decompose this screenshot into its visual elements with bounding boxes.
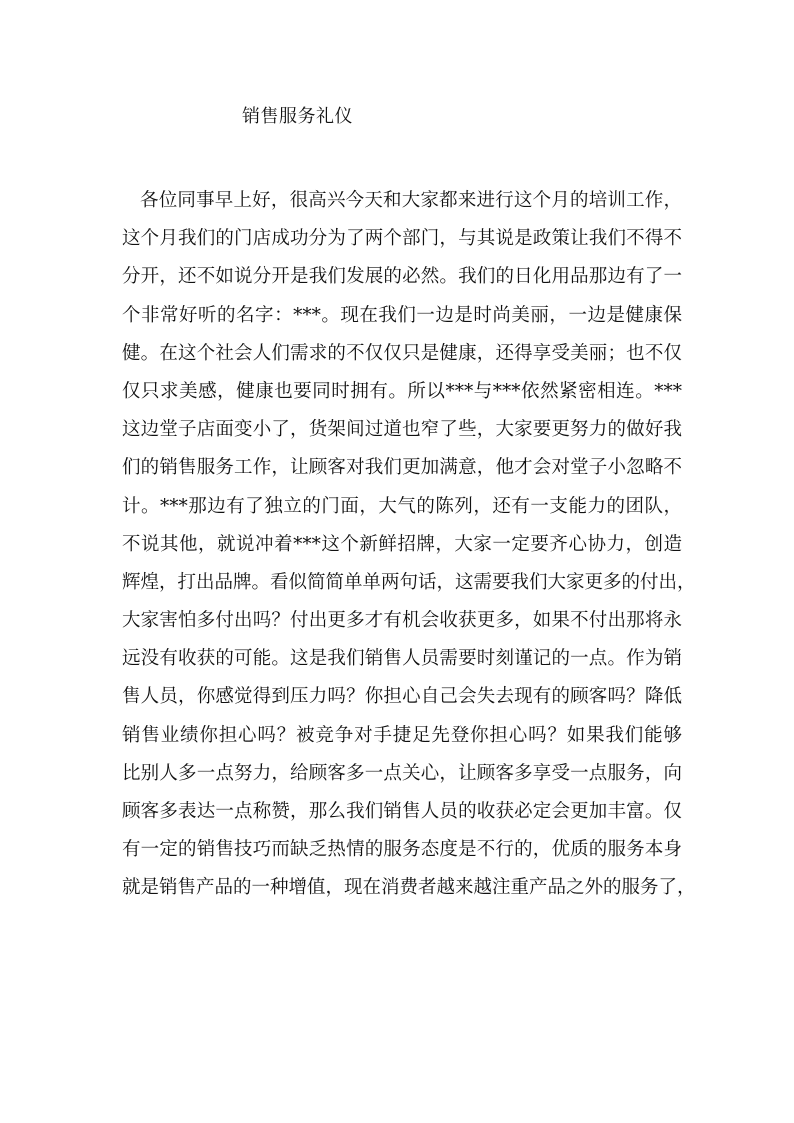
paragraph-line: 远没有收获的可能。这是我们销售人员需要时刻谨记的一点。作为销 [122,648,682,670]
paragraph-line: 销售业绩你担心吗？被竞争对手捷足先登你担心吗？如果我们能够 [122,724,682,746]
document-body [122,182,696,908]
paragraph-line: 不说其他，就说冲着***这个新鲜招牌，大家一定要齐心协力，创造 [122,533,682,555]
paragraph-line: 计。***那边有了独立的门面，大气的陈列，还有一支能力的团队， [122,495,682,517]
paragraph-line: 就是销售产品的一种增值，现在消费者越来越注重产品之外的服务了， [122,877,696,899]
paragraph-line: 这边堂子店面变小了，货架间过道也窄了些，大家要更努力的做好我 [122,419,682,441]
paragraph-line: 比别人多一点努力，给顾客多一点关心，让顾客多享受一点服务，向 [122,762,682,784]
paragraph-line: 顾客多表达一点称赞，那么我们销售人员的收获必定会更加丰富。仅 [122,801,682,822]
paragraph-line: 有一定的销售技巧而缺乏热情的服务态度是不行的，优质的服务本身 [122,839,682,861]
paragraph-line: 辉煌，打出品牌。看似简简单单两句话，这需要我们大家更多的付出， [122,571,696,593]
paragraph-line: 售人员，你感觉得到压力吗？你担心自己会失去现有的顾客吗？降低 [122,686,682,708]
document-title: 销售服务礼仪 [242,106,353,127]
paragraph-line: 仅只求美感，健康也要同时拥有。所以***与***依然紧密相连。*** [122,380,682,402]
paragraph-line: 各位同事早上好，很高兴今天和大家都来进行这个月的培训工作， [140,190,682,211]
paragraph-line: 这个月我们的门店成功分为了两个部门，与其说是政策让我们不得不 [122,228,682,250]
paragraph-line: 健。在这个社会人们需求的不仅仅只是健康，还得享受美丽；也不仅 [122,342,682,364]
paragraph-line: 们的销售服务工作，让顾客对我们更加满意，他才会对堂子小忽略不 [122,457,682,479]
paragraph-line: 大家害怕多付出吗？付出更多才有机会收获更多，如果不付出那将永 [122,610,682,632]
paragraph-line: 分开，还不如说分开是我们发展的必然。我们的日化用品那边有了一 [122,266,682,288]
paragraph-line: 个非常好听的名字：***。现在我们一边是时尚美丽，一边是健康保 [122,304,682,326]
